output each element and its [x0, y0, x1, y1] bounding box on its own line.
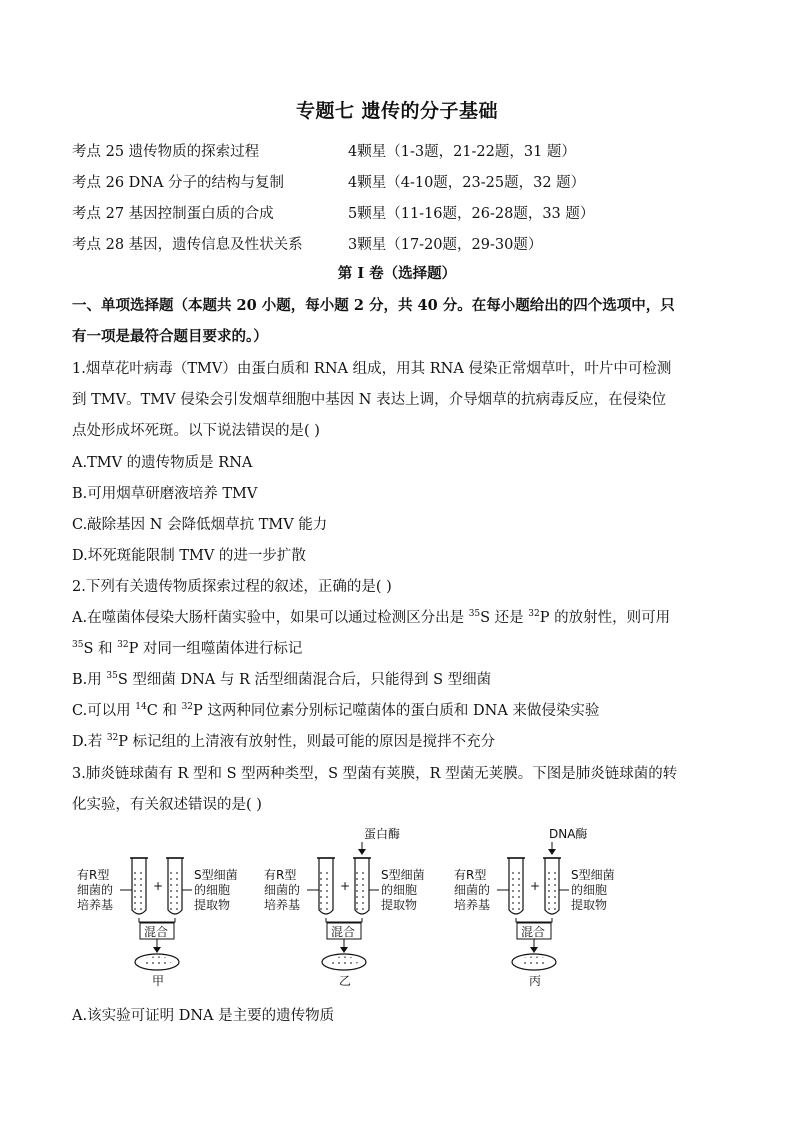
section-heading: 一、单项选择题（本题共 20 小题，每小题 2 分，共 40 分。在每小题给出的四个选项中，只	[72, 297, 675, 314]
right-label-line: S型细菌	[571, 868, 615, 882]
group-label: 甲	[152, 974, 165, 988]
group-label: 丙	[529, 974, 542, 988]
experiment-group-jia	[77, 858, 238, 988]
enzyme-label: DNA酶	[549, 827, 588, 841]
section-heading: 有一项是最符合题目要求的。）	[72, 328, 268, 345]
left-label-line: 细菌的	[77, 883, 114, 897]
option-c: C.敲除基因 N 会降低烟草抗 TMV 能力	[72, 517, 328, 533]
option-b: B.可用烟草研磨液培养 TMV	[72, 486, 258, 502]
question-1-stem: 点处形成坏死斑。以下说法错误的是( )	[72, 423, 320, 439]
option-a: A.TMV 的遗传物质是 RNA	[72, 455, 253, 471]
option-d: D.坏死斑能限制 TMV 的进一步扩散	[72, 548, 306, 564]
option-d: D.若 $^{32}$P 标记组的上清液有放射性，则最可能的原因是搅拌不充分	[72, 733, 496, 750]
group-label: 乙	[339, 974, 352, 988]
right-label-line: 提取物	[194, 898, 231, 912]
question-1-stem: 到 TMV。TMV 侵染会引发烟草细胞中基因 N 表达上调，介导烟草的抗病毒反应，在侵染位	[72, 392, 667, 408]
kaodian-stars: 4颗星（4-10题，23-25题，32 题）	[348, 175, 586, 191]
kaodian-row	[72, 140, 772, 160]
left-label-line: 有R型	[454, 868, 487, 882]
option-a: A.该实验可证明 DNA 是主要的遗传物质	[72, 1008, 335, 1024]
left-label-line: 有R型	[264, 868, 297, 882]
mix-label: 混合	[521, 925, 546, 939]
experiment-group-yi	[264, 826, 425, 988]
right-label-line: 提取物	[571, 898, 608, 912]
right-label-line: S型细菌	[381, 868, 425, 882]
right-label-line: S型细菌	[194, 868, 238, 882]
right-label-line: 提取物	[381, 898, 418, 912]
mix-label: 混合	[331, 925, 356, 939]
mix-label: 混合	[144, 925, 169, 939]
left-label-line: 有R型	[77, 868, 110, 882]
kaodian-name: 考点 28 基因，遗传信息及性状关系	[72, 237, 303, 253]
plus-sign: +	[340, 879, 351, 893]
volume-heading: 第 I 卷（选择题）	[337, 265, 457, 282]
kaodian-name: 考点 25 遗传物质的探索过程	[72, 144, 260, 160]
left-label-line: 细菌的	[264, 883, 301, 897]
kaodian-row	[72, 171, 772, 191]
left-label-line: 培养基	[454, 898, 491, 912]
transformation-figure	[72, 822, 732, 994]
kaodian-row	[72, 233, 772, 253]
kaodian-name: 考点 26 DNA 分子的结构与复制	[72, 175, 285, 191]
experiment-group-bing	[454, 826, 615, 988]
left-label-line: 细菌的	[454, 883, 491, 897]
kaodian-stars: 5颗星（11-16题，26-28题，33 题）	[348, 206, 595, 222]
option-c: C.可以用 $^{14}$C 和 $^{32}$P 这两种同位素分别标记噬菌体的蛋白质和 DNA 来做侵染实验	[72, 702, 600, 719]
right-label-line: 的细胞	[381, 883, 418, 897]
right-label-line: 的细胞	[194, 883, 231, 897]
question-1-stem: 1.烟草花叶病毒（TMV）由蛋白质和 RNA 组成，用其 RNA 侵染正常烟草叶，叶片中可检测	[72, 361, 672, 377]
kaodian-stars: 3颗星（17-20题，29-30题）	[348, 237, 543, 253]
question-3-stem: 3.肺炎链球菌有 R 型和 S 型两种类型，S 型菌有荚膜，R 型菌无荚膜。下图是肺炎链球菌的转	[72, 766, 678, 782]
option-b: B.用 $^{35}$S 型细菌 DNA 与 R 活型细菌混合后，只能得到 S 型细菌	[72, 671, 492, 688]
plus-sign: +	[530, 879, 541, 893]
left-label-line: 培养基	[264, 898, 301, 912]
question-2-stem: 2.下列有关遗传物质探索过程的叙述，正确的是( )	[72, 579, 392, 595]
plus-sign: +	[153, 879, 164, 893]
kaodian-stars: 4颗星（1-3题，21-22题，31 题）	[348, 144, 576, 160]
kaodian-name: 考点 27 基因控制蛋白质的合成	[72, 206, 274, 222]
left-label-line: 培养基	[77, 898, 114, 912]
figure-svg	[72, 822, 732, 994]
option-a: A.在噬菌体侵染大肠杆菌实验中，如果可以通过检测区分出是 $^{35}$S 还是 $^{32}$P 的放射性，则可用	[72, 609, 671, 626]
option-a-cont: $^{35}$S 和 $^{32}$P 对同一组噬菌体进行标记	[72, 640, 303, 657]
question-3-stem: 化实验，有关叙述错误的是( )	[72, 797, 262, 813]
enzyme-label: 蛋白酶	[364, 827, 401, 841]
page-title: 专题七 遗传的分子基础	[295, 100, 499, 122]
kaodian-row	[72, 202, 772, 222]
right-label-line: 的细胞	[571, 883, 608, 897]
